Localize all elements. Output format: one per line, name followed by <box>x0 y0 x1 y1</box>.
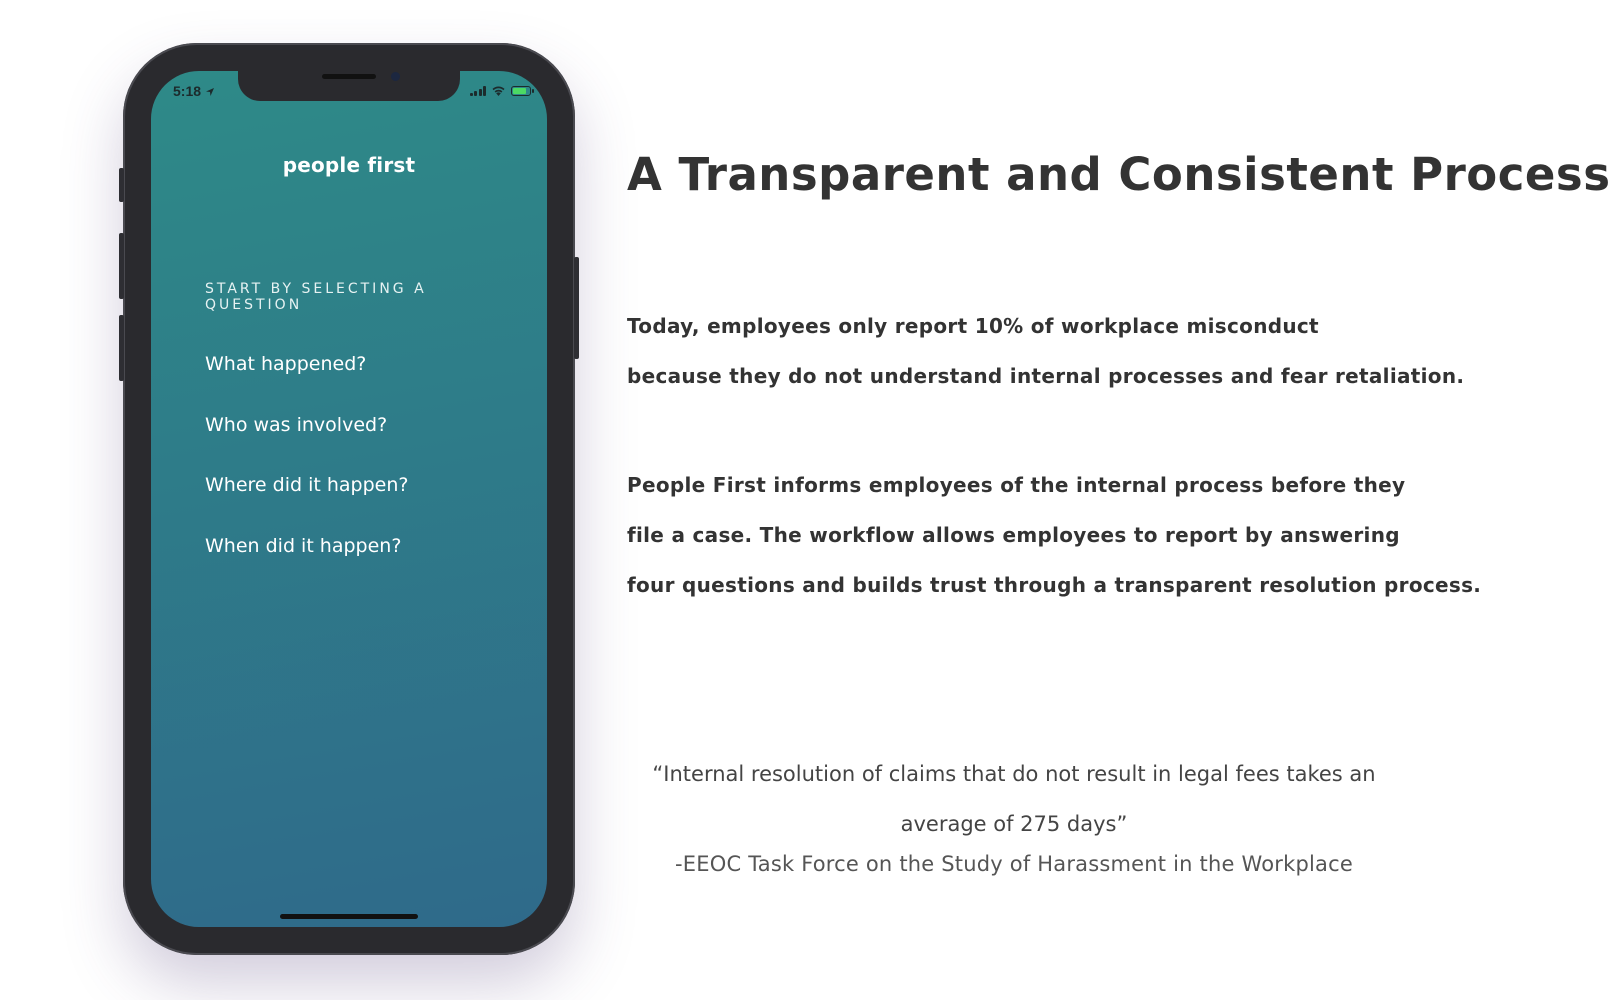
statistic-line-2: because they do not understand internal processes and fear retaliation. <box>627 364 1465 388</box>
description-line-2: file a case. The workflow allows employees to report by answering <box>627 523 1400 547</box>
battery-level <box>513 88 526 94</box>
battery-charging-icon <box>511 86 531 96</box>
volume-up-button <box>119 233 124 299</box>
phone-screen <box>151 71 547 927</box>
statistic-paragraph <box>627 301 1464 401</box>
quote <box>640 749 1388 849</box>
quote-line-2: average of 275 days” <box>900 812 1128 836</box>
wifi-icon <box>491 85 506 96</box>
home-indicator[interactable] <box>280 914 418 919</box>
question-when[interactable]: When did it happen? <box>205 534 402 557</box>
status-time <box>173 83 215 99</box>
question-prompt: START BY SELECTING A QUESTION <box>205 281 427 313</box>
status-time-text: 5:18 <box>173 83 202 99</box>
quote-source: -EEOC Task Force on the Study of Harassment in the Workplace <box>675 852 1353 876</box>
cellular-signal-icon <box>470 86 487 96</box>
silent-switch <box>119 168 124 202</box>
headline: A Transparent and Consistent Process <box>627 148 1610 201</box>
quote-line-1: “Internal resolution of claims that do not result in legal fees takes an <box>652 762 1376 786</box>
app-title: people first <box>282 153 416 177</box>
phone-mockup <box>123 43 575 955</box>
power-button <box>574 257 579 359</box>
product-description-paragraph <box>627 460 1481 610</box>
statistic-line-1: Today, employees only report 10% of workplace misconduct <box>627 314 1319 338</box>
status-icons <box>470 85 532 96</box>
description-line-1: People First informs employees of the internal process before they <box>627 473 1406 497</box>
question-what[interactable]: What happened? <box>205 353 367 375</box>
description-line-3: four questions and builds trust through a transparent resolution process. <box>627 573 1482 597</box>
notch <box>238 69 460 101</box>
front-camera <box>391 72 400 81</box>
question-where[interactable]: Where did it happen? <box>205 474 409 496</box>
location-arrow-icon <box>205 87 215 97</box>
volume-down-button <box>119 315 124 381</box>
question-who[interactable]: Who was involved? <box>205 413 388 436</box>
question-list <box>205 349 408 591</box>
speaker-grille <box>322 74 376 79</box>
